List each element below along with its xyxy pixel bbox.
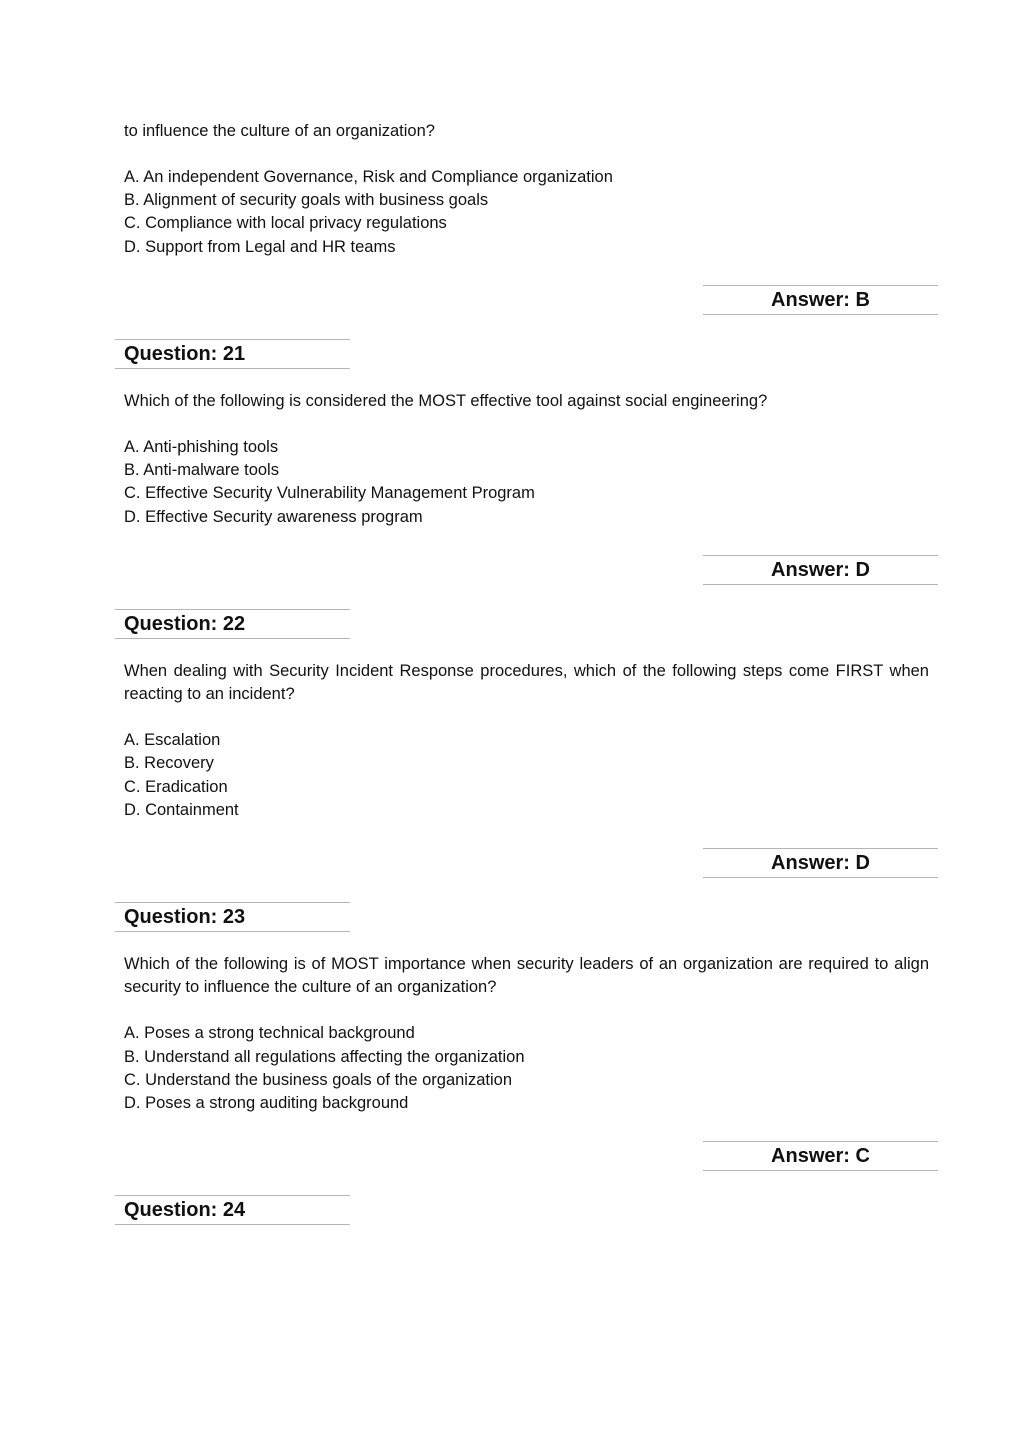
question-20-option-c: C. Compliance with local privacy regulations xyxy=(124,214,447,232)
question-22-option-b: B. Recovery xyxy=(124,754,214,772)
question-20-option-d: D. Support from Legal and HR teams xyxy=(124,238,396,256)
question-21-answer: Answer: D xyxy=(703,555,938,585)
question-21-option-a: A. Anti-phishing tools xyxy=(124,438,279,456)
question-23-option-b: B. Understand all regulations affecting the organization xyxy=(124,1048,525,1066)
question-21-option-b: B. Anti-malware tools xyxy=(124,461,279,479)
question-23-option-c: C. Understand the business goals of the organization xyxy=(124,1071,512,1089)
question-22-heading: Question: 22 xyxy=(115,609,350,639)
question-20-option-b: B. Alignment of security goals with business goals xyxy=(124,191,489,209)
question-22-answer: Answer: D xyxy=(703,848,938,878)
question-22-option-d: D. Containment xyxy=(124,801,239,819)
question-23-answer: Answer: C xyxy=(703,1141,938,1171)
question-23-text: Which of the following is of MOST importance when security leaders of an organization are required to align security to influence the culture of an organization? xyxy=(124,955,929,996)
question-20-answer: Answer: B xyxy=(703,285,938,315)
question-21-text: Which of the following is considered the MOST effective tool against social engineering? xyxy=(124,392,768,410)
question-20-option-a: A. An independent Governance, Risk and Compliance organization xyxy=(124,168,613,186)
question-23-heading: Question: 23 xyxy=(115,902,350,932)
question-21-option-d: D. Effective Security awareness program xyxy=(124,508,423,526)
question-23-option-d: D. Poses a strong auditing background xyxy=(124,1094,409,1112)
question-22-option-a: A. Escalation xyxy=(124,731,221,749)
question-24-heading: Question: 24 xyxy=(115,1195,350,1225)
question-23-option-a: A. Poses a strong technical background xyxy=(124,1024,415,1042)
question-22-text: When dealing with Security Incident Response procedures, which of the following steps come FIRST when reacting to an incident? xyxy=(124,662,929,703)
question-21-option-c: C. Effective Security Vulnerability Management Program xyxy=(124,484,535,502)
question-21-heading: Question: 21 xyxy=(115,339,350,369)
question-20-text-tail: to influence the culture of an organization? xyxy=(124,122,435,140)
question-22-option-c: C. Eradication xyxy=(124,778,228,796)
